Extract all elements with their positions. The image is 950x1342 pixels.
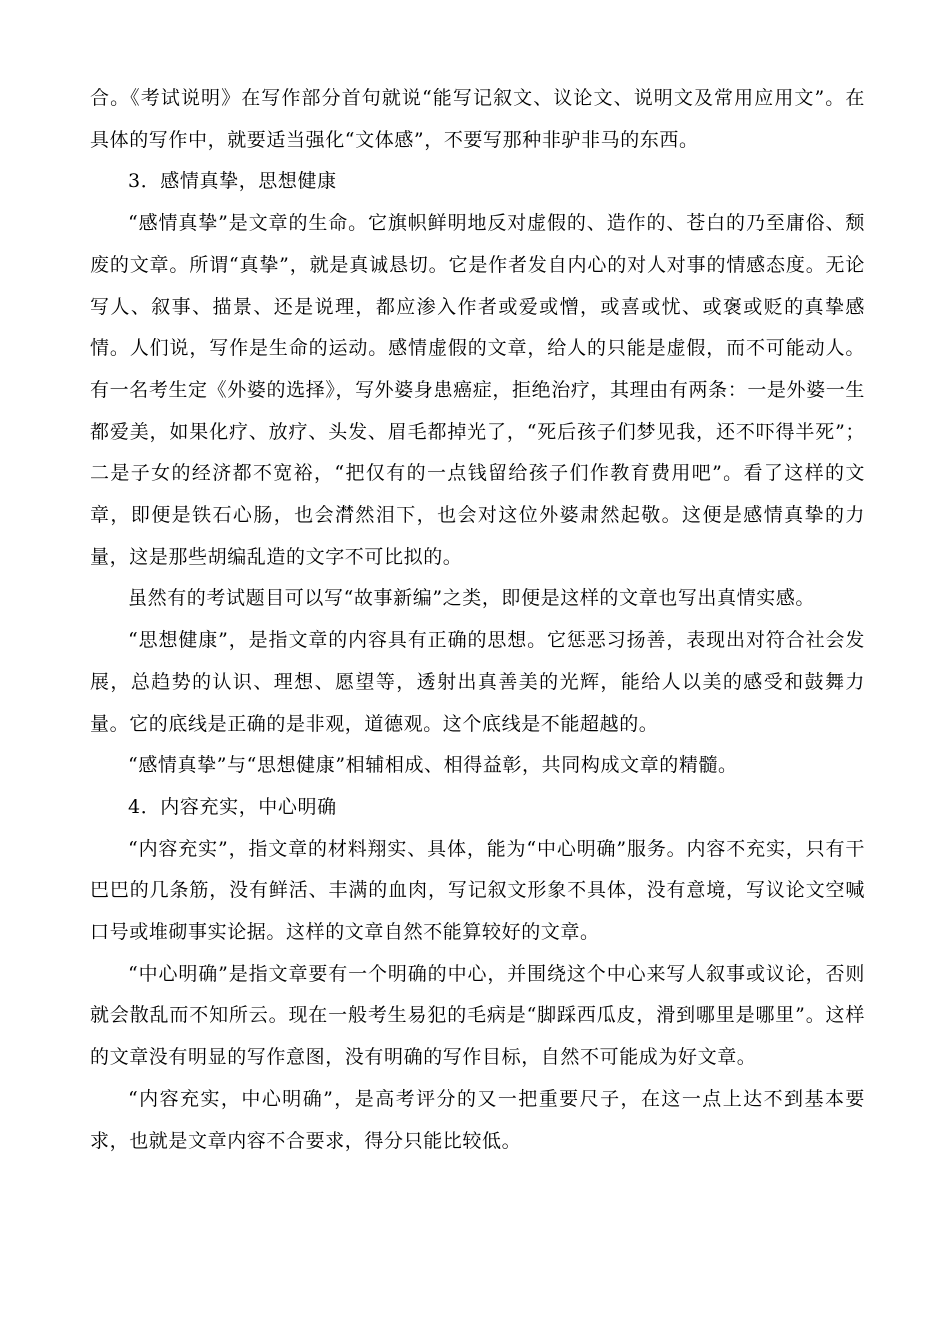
paragraph-rich-content: “内容充实”，指文章的材料翔实、具体，能为“中心明确”服务。内容不充实，只有干巴巴的几条筋，没有鲜活、丰满的血肉，写记叙文形象不具体，没有意境，写议论文空喊口号或堆砌事实论据。这样的文章自然不能算较好的文章。 <box>90 837 865 944</box>
section-heading-4: 4．内容充实，中心明确 <box>128 795 337 818</box>
paragraph-story-rewrite: 虽然有的考试题目可以写“故事新编”之类，即便是这样的文章也写出真情实感。 <box>128 587 816 610</box>
paragraph-scoring: “内容充实，中心明确”，是高考评分的又一把重要尺子，在这一点上达不到基本要求，也就是文章内容不合要求，得分只能比较低。 <box>90 1087 865 1152</box>
section-heading-3: 3．感情真挚，思想健康 <box>128 170 337 193</box>
paragraph-complement: “感情真挚”与“思想健康”相辅相成、相得益彰，共同构成文章的精髓。 <box>128 754 738 777</box>
paragraph-healthy-thought: “思想健康”，是指文章的内容具有正确的思想。它惩恶习扬善，表现出对符合社会发展，总趋势的认识、理想、愿望等，透射出真善美的光辉，能给人以美的感受和鼓舞力量。它的底线是正确的是非观，道德观。这个底线是不能超越的。 <box>90 629 865 735</box>
paragraph-sincere-emotion: “感情真挚”是文章的生命。它旗帜鲜明地反对虚假的、造作的、苍白的乃至庸俗、颓废的文章。所谓“真挚”，就是真诚恳切。它是作者发自内心的对人对事的情感态度。无论写人、叙事、描景、还是说理，都应渗入作者或爱或憎，或喜或忧、或褒或贬的真挚感情。人们说，写作是生命的运动。感情虚假的文章，给人的只能是虚假，而不可能动人。有一名考生定《外婆的选择》，写外婆身患癌症，拒绝治疗，其理由有两条：一是外婆一生都爱美，如果化疗、放疗、头发、眉毛都掉光了，“死后孩子们梦见我，还不吓得半死”；二是子女的经济都不宽裕，“把仅有的一点钱留给孩子们作教育费用吧”。看了这样的文章，即便是铁石心肠，也会潸然泪下，也会对这位外婆肃然起敬。这便是感情真挚的力量，这是那些胡编乱造的文字不可比拟的。 <box>90 212 865 568</box>
paragraph-continued: 合。《考试说明》在写作部分首句就说“能写记叙文、议论文、说明文及常用应用文”。在具体的写作中，就要适当强化“文体感”，不要写那种非驴非马的东西。 <box>90 87 865 151</box>
paragraph-clear-center: “中心明确”是指文章要有一个明确的中心，并围绕这个中心来写人叙事或议论，否则就会散乱而不知所云。现在一般考生易犯的毛病是“脚踩西瓜皮，滑到哪里是哪里”。这样的文章没有明显的写作意图，没有明确的写作目标，自然不可能成为好文章。 <box>90 962 865 1069</box>
document-page <box>90 78 865 1162</box>
